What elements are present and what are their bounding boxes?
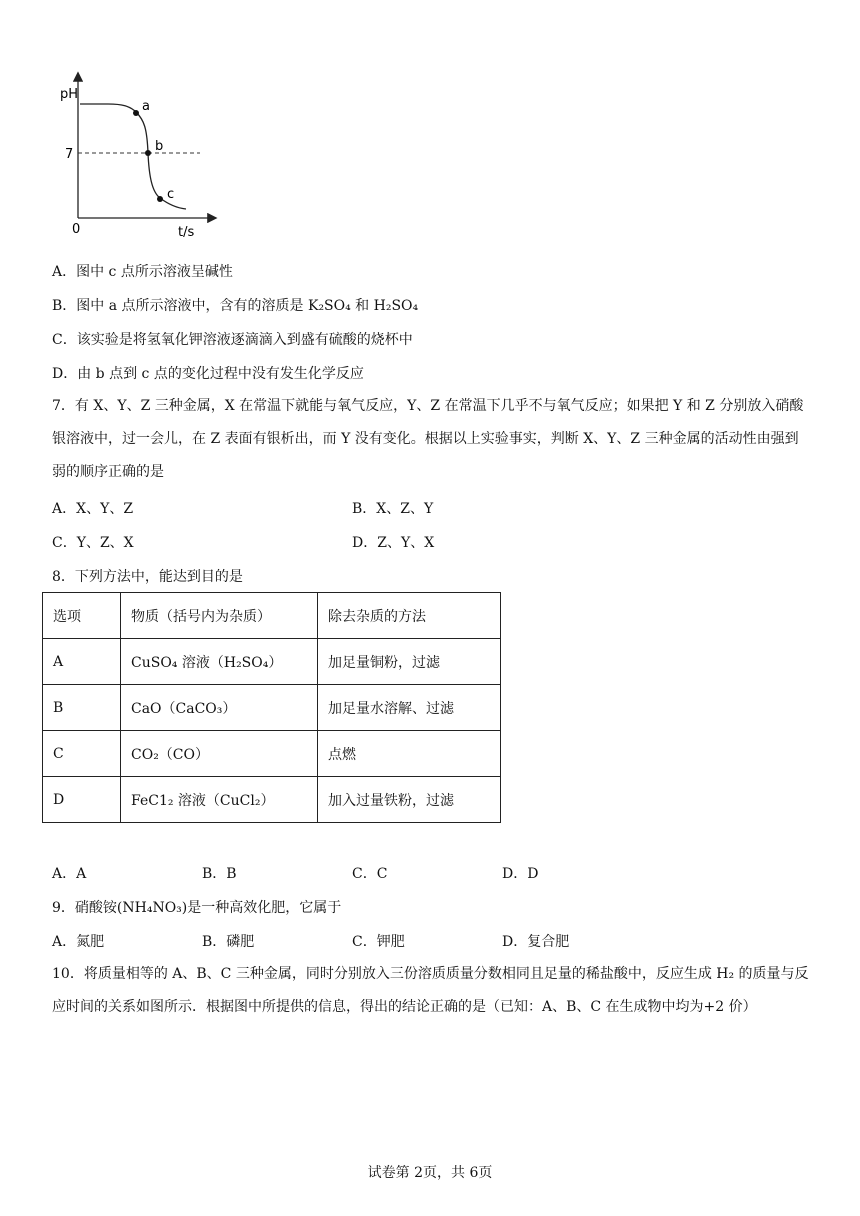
table-cell: B — [43, 685, 121, 731]
q7-stem: 7．有 X、Y、Z 三种金属，X 在常温下就能与氧气反应，Y、Z 在常温下几乎不与氧气反应；如果把 Y 和 Z 分别放入硝酸银溶液中，过一会儿，在 Z 表面有银析出，而 Y 没有变化。根据以上实验事实，判断 X、Y、Z 三种金属的活动性由强到弱的顺序正确的是 — [52, 398, 804, 480]
table-cell: CaO（CaCO₃） — [121, 685, 318, 731]
table-header-cell: 选项 — [43, 593, 121, 639]
origin-label: 0 — [72, 222, 81, 237]
q9-option-c: C．钾肥 — [352, 934, 405, 950]
page-footer: 试卷第 2页，共 6页 — [367, 1165, 493, 1181]
table-header-row — [43, 593, 501, 639]
table-cell: 加入过量铁粉，过滤 — [318, 777, 501, 823]
table-cell: C — [43, 731, 121, 777]
point-b-label: b — [155, 139, 164, 154]
table-header-cell: 物质（括号内为杂质） — [121, 593, 318, 639]
table-cell: D — [43, 777, 121, 823]
table-cell: 加足量水溶解、过滤 — [318, 685, 501, 731]
q7-option-c: C．Y、Z、X — [52, 535, 134, 551]
q8-option-c: C．C — [352, 866, 388, 882]
table-cell: 点燃 — [318, 731, 501, 777]
table-row — [43, 777, 501, 823]
table-row — [43, 685, 501, 731]
q7-option-d: D．Z、Y、X — [352, 535, 435, 551]
q9-option-a: A．氮肥 — [52, 934, 105, 950]
table-cell: CO₂（CO） — [121, 731, 318, 777]
q9-option-d: D．复合肥 — [502, 934, 570, 950]
point-c-label: c — [167, 187, 175, 202]
x-axis-label: t/s — [178, 225, 195, 240]
q7-option-b: B．X、Z、Y — [352, 501, 434, 517]
table-cell: CuSO₄ 溶液（H₂SO₄） — [121, 639, 318, 685]
table-cell: 加足量铜粉，过滤 — [318, 639, 501, 685]
q8-option-a: A．A — [52, 866, 87, 882]
point-b — [145, 150, 151, 156]
point-a-label: a — [142, 99, 150, 114]
q8-option-b: B．B — [202, 866, 237, 882]
point-a — [133, 110, 139, 116]
q9-stem: 9．硝酸铵(NH₄NO₃)是一种高效化肥，它属于 — [52, 900, 342, 916]
q6-option-a: A．图中 c 点所示溶液呈碱性 — [52, 264, 233, 280]
q10-stem: 10．将质量相等的 A、B、C 三种金属，同时分别放入三份溶质质量分数相同且足量的稀盐酸中，反应生成 H₂ 的质量与反应时间的关系如图所示．根据图中所提供的信息，得出的结论正确的是（已知：A、B、C 在生成物中均为+2 价） — [52, 966, 809, 1015]
table-cell: FeC1₂ 溶液（CuCl₂） — [121, 777, 318, 823]
q6-option-c: C．该实验是将氢氧化钾溶液逐滴滴入到盛有硫酸的烧杯中 — [52, 332, 413, 348]
table-row — [43, 731, 501, 777]
ph-curve-graph — [50, 66, 280, 246]
table-row — [43, 639, 501, 685]
q8-table — [42, 592, 501, 823]
q7-option-a: A．X、Y、Z — [52, 501, 134, 517]
table-cell: A — [43, 639, 121, 685]
q9-option-b: B．磷肥 — [202, 934, 255, 950]
point-c — [157, 196, 163, 202]
q6-option-d: D．由 b 点到 c 点的变化过程中没有发生化学反应 — [52, 366, 364, 382]
y-axis-label: pH — [60, 87, 79, 102]
ph7-tick-label: 7 — [65, 147, 74, 162]
table-header-cell: 除去杂质的方法 — [318, 593, 501, 639]
q8-option-d: D．D — [502, 866, 539, 882]
q8-stem: 8．下列方法中，能达到目的是 — [52, 569, 243, 585]
q6-option-b: B．图中 a 点所示溶液中，含有的溶质是 K₂SO₄ 和 H₂SO₄ — [52, 298, 419, 314]
